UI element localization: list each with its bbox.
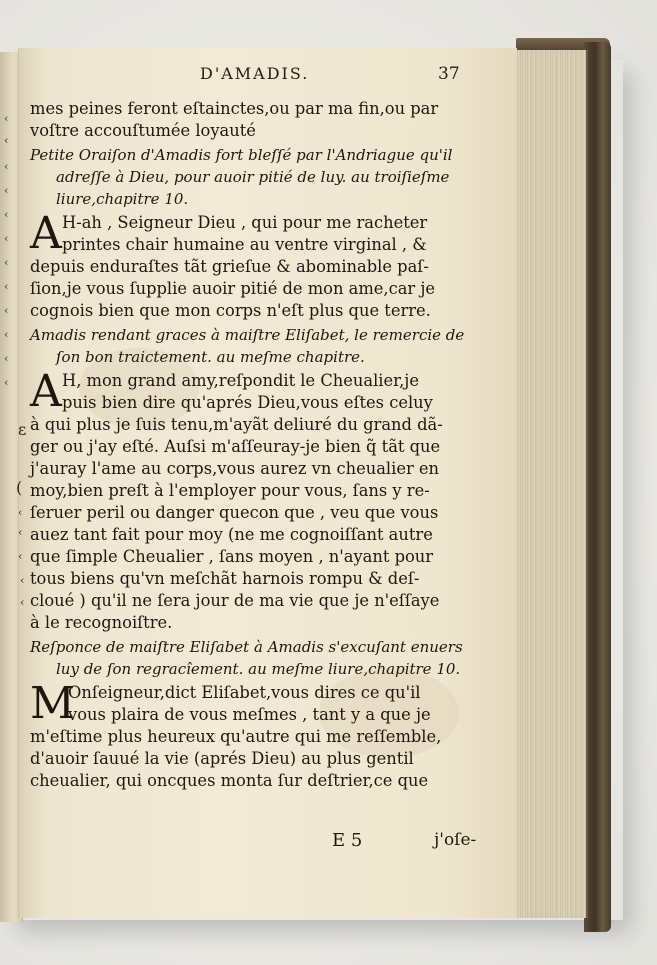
book-cover-spine bbox=[584, 42, 611, 932]
rubric-line: liure,chapitre 10. bbox=[56, 190, 189, 208]
signature-mark: E 5 bbox=[332, 830, 363, 851]
text-line: ger ou j'ay eſté. Auſsi m'aſſeuray-je bien q̃ tãt que bbox=[30, 437, 441, 456]
rubric-line: Reſponce de maiſtre Eliſabet à Amadis s'excuſant enuers bbox=[30, 638, 463, 656]
drop-cap: A bbox=[30, 366, 62, 417]
text-line: j'auray l'ame au corps,vous aurez vn cheualier en bbox=[30, 459, 440, 478]
margin-mark: ɛ bbox=[18, 420, 27, 439]
text-line: voſtre accouſtumée loyauté bbox=[30, 121, 256, 140]
catchword: j'oſe- bbox=[434, 830, 477, 850]
text-line: mes peines feront eſtainctes,ou par ma fin,ou par bbox=[30, 99, 439, 118]
margin-mark: ‹ bbox=[20, 596, 25, 609]
margin-mark: ‹ bbox=[18, 526, 23, 539]
text-line: H, mon grand amy,reſpondit le Cheualier,je bbox=[62, 371, 419, 390]
margin-mark: ‹ bbox=[4, 328, 9, 341]
running-head: D'AMADIS. bbox=[200, 64, 310, 83]
text-line: vous plaira de vous meſmes , tant y a que je bbox=[68, 705, 431, 724]
margin-mark: ‹ bbox=[4, 184, 9, 197]
margin-mark: ‹ bbox=[4, 160, 9, 173]
text-line: à le recognoiſtre. bbox=[30, 613, 173, 632]
margin-mark: ‹ bbox=[4, 232, 9, 245]
margin-mark: ‹ bbox=[18, 506, 23, 519]
text-line: cheualier, qui oncques monta ſur deſtrier,ce que bbox=[30, 771, 429, 790]
rubric-line: adreſſe à Dieu, pour auoir pitié de luy. au troiſieſme bbox=[56, 168, 450, 186]
text-line: depuis enduraſtes tãt grieſue & abominable paſ- bbox=[30, 257, 429, 276]
margin-mark: ‹ bbox=[20, 574, 25, 587]
text-line: tous biens qu'vn meſchãt harnois rompu & deſ- bbox=[30, 569, 420, 588]
margin-mark: ‹ bbox=[4, 352, 9, 365]
margin-mark: ‹ bbox=[18, 550, 23, 563]
text-line: ſeruer peril ou danger quecon que , veu que vous bbox=[30, 503, 439, 522]
margin-mark: ‹ bbox=[4, 112, 9, 125]
text-line: d'auoir ſauué la vie (aprés Dieu) au plus gentil bbox=[30, 749, 414, 768]
drop-cap: A bbox=[30, 208, 62, 259]
margin-mark: ‹ bbox=[4, 208, 9, 221]
text-line: H-ah , Seigneur Dieu , qui pour me racheter bbox=[62, 213, 428, 232]
margin-mark: ‹ bbox=[4, 376, 9, 389]
margin-mark: ( bbox=[16, 478, 23, 497]
text-line: auez tant fait pour moy (ne me cognoiſſant autre bbox=[30, 525, 433, 544]
margin-mark: ‹ bbox=[4, 304, 9, 317]
margin-mark: ‹ bbox=[4, 256, 9, 269]
text-line: m'eſtime plus heureux qu'autre qui me reſſemble, bbox=[30, 727, 442, 746]
text-line: que ſimple Cheualier , ſans moyen , n'ayant pour bbox=[30, 547, 434, 566]
margin-mark: ‹ bbox=[4, 280, 9, 293]
text-line: cognois bien que mon corps n'eſt plus que terre. bbox=[30, 301, 431, 320]
text-line: puis bien dire qu'aprés Dieu,vous eſtes celuy bbox=[62, 393, 433, 412]
rubric-line: Petite Oraiſon d'Amadis fort bleſſé par l'Andriague qu'il bbox=[30, 146, 453, 164]
page-fore-edge bbox=[516, 50, 588, 918]
text-line: moy,bien preſt à l'employer pour vous, ſans y re- bbox=[30, 481, 430, 500]
text-line: printes chair humaine au ventre virginal , & bbox=[62, 235, 427, 254]
rubric-line: luy de ſon regracîement. au meſme liure,chapitre 10. bbox=[56, 660, 461, 678]
rubric-line: Amadis rendant graces à maiſtre Eliſabet, le remercie de bbox=[30, 326, 465, 344]
page-header bbox=[30, 62, 500, 88]
margin-mark: ‹ bbox=[4, 134, 9, 147]
page-number: 37 bbox=[438, 64, 460, 84]
text-line: ſion,je vous ſupplie auoir pitié de mon ame,car je bbox=[30, 279, 436, 298]
text-line: cloué ) qu'il ne ſera jour de ma vie que je n'eſſaye bbox=[30, 591, 440, 610]
rubric-line: ſon bon traictement. au meſme chapitre. bbox=[56, 348, 365, 366]
text-line: à qui plus je ſuis tenu,m'ayãt deliuré du grand dã- bbox=[30, 415, 443, 434]
text-line: Onſeigneur,dict Eliſabet,vous dires ce qu'il bbox=[68, 683, 421, 702]
drop-cap: M bbox=[30, 678, 76, 729]
